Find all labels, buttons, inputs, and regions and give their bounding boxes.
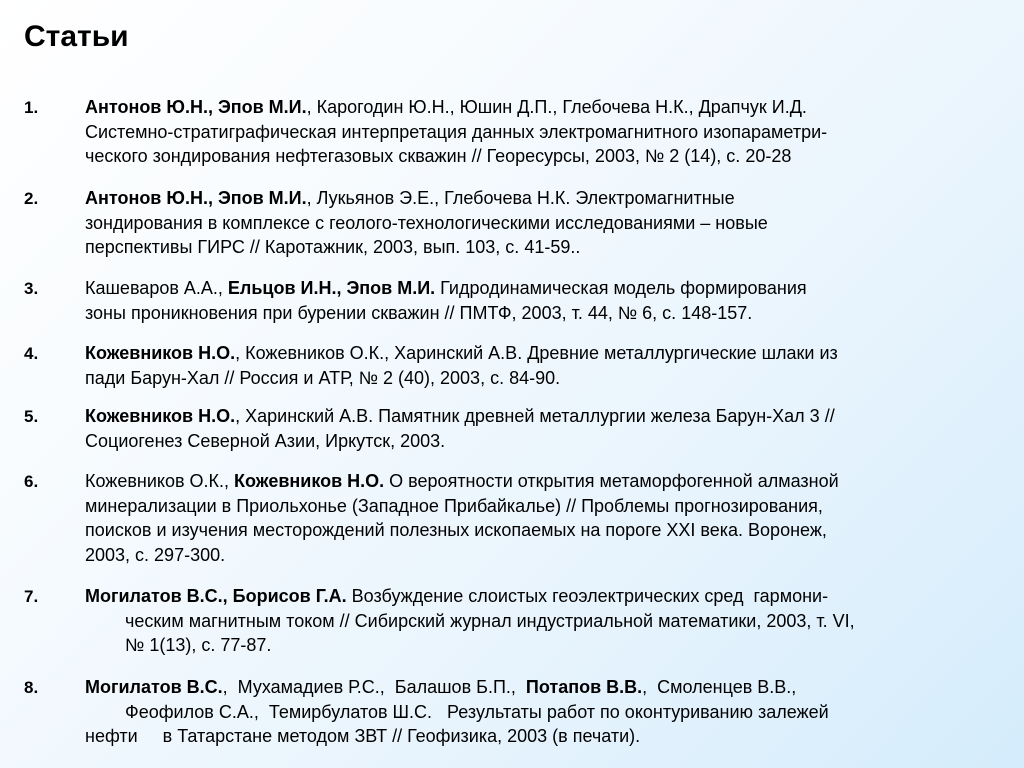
article-line [85,429,1010,454]
article-line [85,518,1010,543]
article-line [85,469,1010,494]
author-bold-text: Могилатов В.С. [85,677,223,697]
article-line [85,633,1010,658]
citation-text: Кожевников О.К., [85,471,235,491]
article-number: 4. [24,344,39,363]
citation-text: пади Барун-Хал // Россия и АТР, № 2 (40), 2003, с. 84-90. [85,367,561,388]
author-bold-text: Антонов Ю.Н., Эпов М.И. [85,97,307,117]
citation-text: поисков и изучения месторождений полезных ископаемых на пороге XXI века. Воронеж, [85,520,827,540]
article-line [85,211,1010,236]
citation-text: О вероятности открытия метаморфогенной алмазной [384,471,839,491]
citation-text: зондирования в комплексе с геолого-технологическими исследованиями – новые [85,212,768,233]
article-text [85,276,1010,325]
author-bold-text: Ельцов И.Н., Эпов М.И. [227,278,436,298]
author-bold-text: Антонов Ю.Н., Эпов М.И. [85,188,307,208]
article-line [85,276,1010,301]
author-bold-text: Кожевников Н.О. [85,343,236,363]
article-line [85,724,1010,749]
citation-text: зоны проникновения при бурении скважин // ПМТФ, 2003, т. 44, № 6, с. 148-157. [85,302,753,323]
article-line [85,700,1010,725]
citation-text: ческим магнитным током // Сибирский журнал индустриальной математики, 2003, т. VI, [85,610,855,631]
article-number: 8. [24,678,39,697]
article-text [85,95,1010,169]
citation-text: , Харинский А.В. Памятник древней металлургии железа Барун-Хал 3 // [235,406,835,426]
author-bold-text: Могилатов В.С., Борисов Г.А. [85,586,347,606]
article-line [85,543,1010,568]
article-line [85,301,1010,326]
citation-text: ческого зондирования нефтегазовых скважин // Георесурсы, 2003, № 2 (14), с. 20-28 [85,146,792,166]
article-number: 3. [24,279,39,298]
author-bold-text: Кожевников Н.О. [234,471,385,491]
article-number: 6. [24,472,39,491]
article-number: 1. [24,98,39,117]
article-line [85,675,1010,700]
article-line [85,609,1010,634]
page-title: Статьи [24,20,129,53]
citation-text: , Лукьянов Э.Е., Глебочева Н.К. Электромагнитные [306,188,735,208]
author-bold-text: Кожевников Н.О. [85,406,236,426]
article-number: 2. [24,189,39,208]
citation-text: нефти в Татарстане методом ЗВТ // Геофизика, 2003 (в печати). [85,726,641,746]
article-line [85,144,1010,169]
article-line [85,341,1010,366]
article-text [85,469,1010,567]
citation-text: Возбуждение слоистых геоэлектрических сред гармони- [346,586,829,606]
citation-text: № 1(13), с. 77-87. [85,635,272,655]
article-text [85,186,1010,260]
article-text [85,404,1010,453]
article-line [85,584,1010,609]
citation-text: минерализации в Приольхонье (Западное Прибайкалье) // Проблемы прогнозирования, [85,495,823,516]
article-line [85,235,1010,260]
citation-text: Системно-стратиграфическая интерпретация данных электромагнитного изопараметри- [85,121,828,142]
article-line [85,404,1010,429]
citation-text: Социогенез Северной Азии, Иркутск, 2003. [85,430,446,451]
article-line [85,95,1010,120]
citation-text: , Карогодин Ю.Н., Юшин Д.П., Глебочева Н.К., Драпчук И.Д. [306,97,807,117]
article-text [85,675,1010,749]
citation-text: 2003, с. 297-300. [85,544,226,565]
citation-text: , Смоленцев В.В., [642,677,797,697]
article-line [85,186,1010,211]
citation-text: Феофилов С.А., Темирбулатов Ш.С. Результаты работ по оконтуриванию залежей [85,701,829,722]
article-line [85,120,1010,145]
citation-text: , Мухамадиев Р.С., Балашов Б.П., [222,677,526,697]
article-line [85,494,1010,519]
article-text [85,341,1010,390]
citation-text: Кашеваров А.А., [85,278,228,298]
author-bold-text: Потапов В.В. [525,677,643,697]
article-number: 7. [24,587,39,606]
citation-text: Гидродинамическая модель формирования [435,278,807,298]
article-line [85,366,1010,391]
article-text [85,584,1010,658]
citation-text: , Кожевников О.К., Харинский А.В. Древние металлургические шлаки из [235,343,838,363]
article-number: 5. [24,407,39,426]
citation-text: перспективы ГИРС // Каротажник, 2003, вып. 103, с. 41-59.. [85,237,581,257]
